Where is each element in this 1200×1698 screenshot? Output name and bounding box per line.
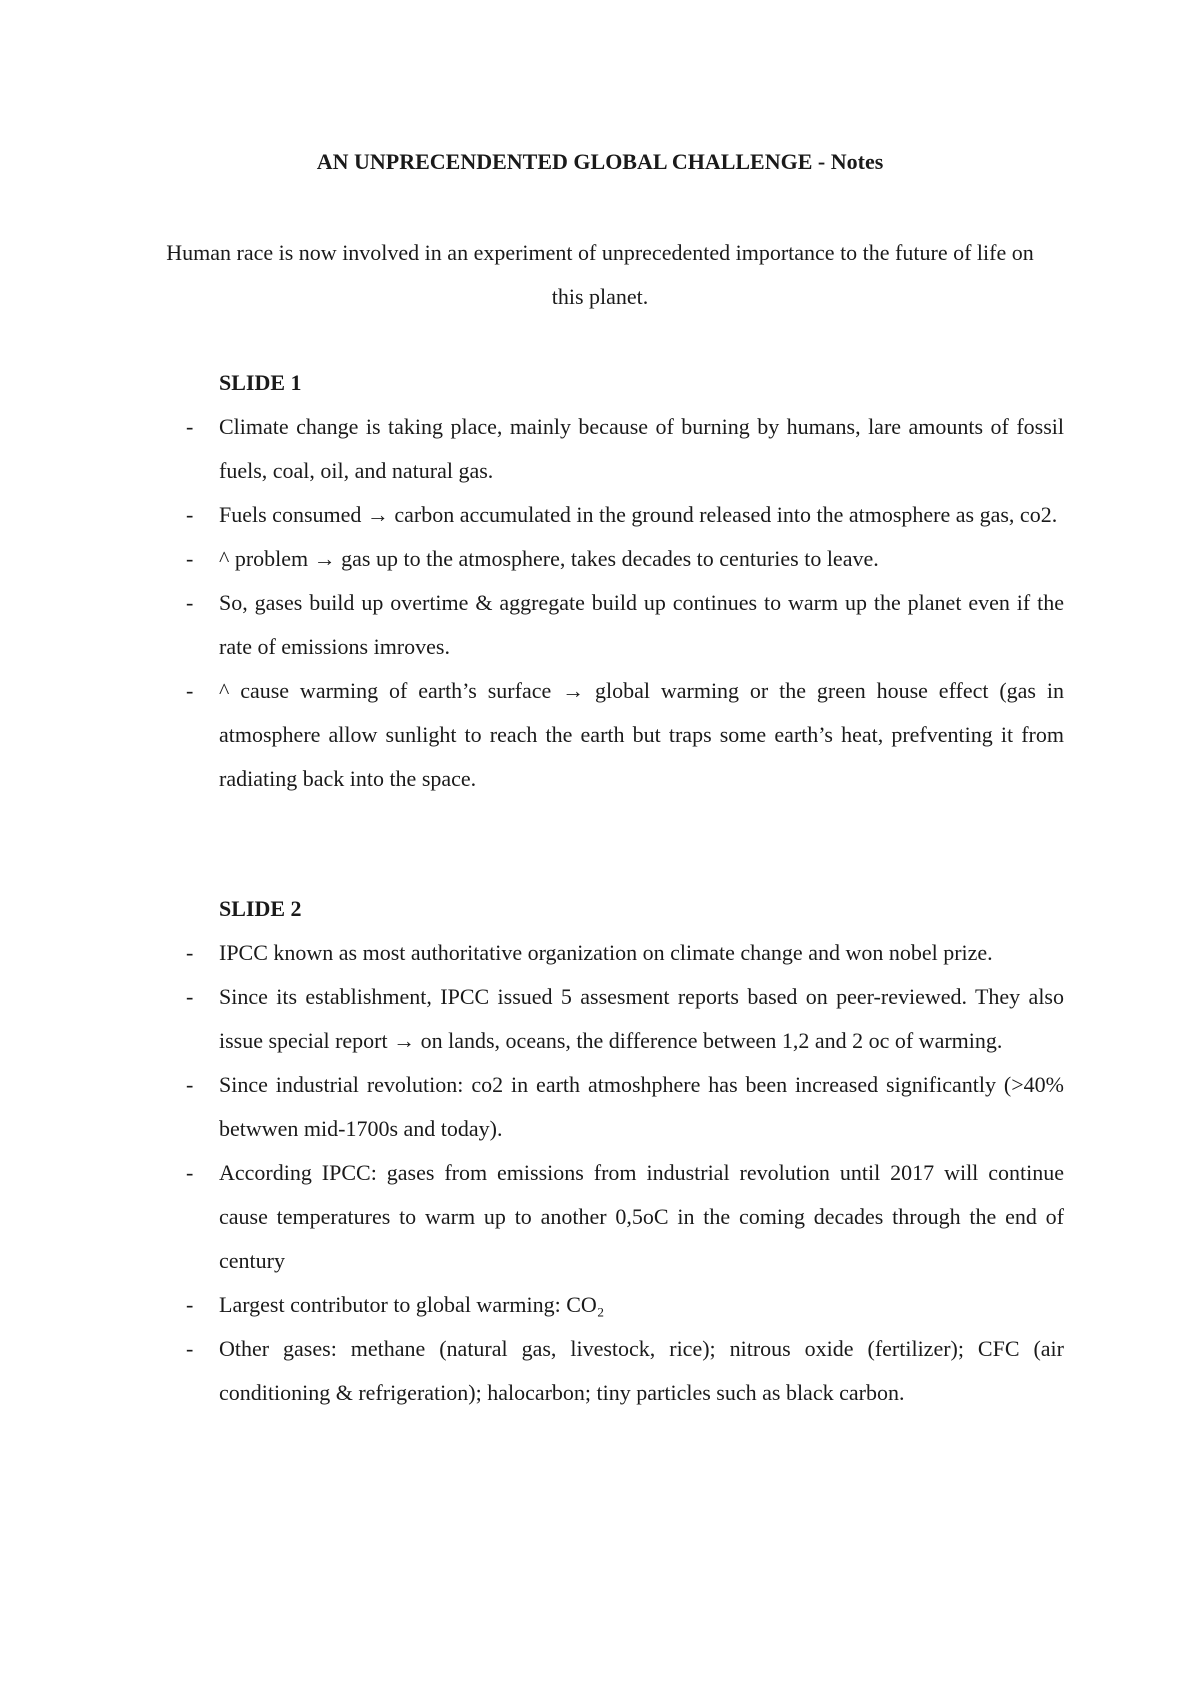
bullet-dash: - [186, 502, 194, 527]
bullet-item [186, 669, 1064, 801]
section-slide-1 [186, 361, 1064, 801]
bullet-item [186, 1327, 1064, 1415]
bullet-dash: - [186, 1292, 194, 1317]
bullet-list [186, 931, 1064, 1415]
bullet-item [186, 581, 1064, 669]
section-slide-2 [186, 887, 1064, 1415]
bullet-list [186, 405, 1064, 801]
bullet-text: Other gases: methane (natural gas, livestock, rice); nitrous oxide (fertilizer); CFC (air conditioning & refrigeration); halocarbon; tiny particles such as black carbon. [219, 1336, 1064, 1405]
section-heading: SLIDE 1 [219, 370, 302, 395]
bullet-text: According IPCC: gases from emissions from industrial revolution until 2017 will continue cause temperatures to warm up to another 0,5oC in the coming decades through the end of century [219, 1160, 1064, 1273]
bullet-text: So, gases build up overtime & aggregate build up continues to warm up the planet even if the rate of emissions imroves. [219, 590, 1064, 659]
bullet-text: Since industrial revolution: co2 in earth atmoshphere has been increased significantly (>40% betwwen mid-1700s and today). [219, 1072, 1064, 1141]
bullet-dash: - [186, 590, 194, 615]
bullet-item [186, 405, 1064, 493]
bullet-item [186, 975, 1064, 1063]
bullet-item [186, 537, 1064, 581]
bullet-text: Since its establishment, IPCC issued 5 assesment reports based on peer-reviewed. They also issue special report → on lands, oceans, the difference between 1,2 and 2 oc of warming. [219, 984, 1064, 1053]
bullet-item [186, 493, 1064, 537]
bullet-text: ^ cause warming of earth’s surface → global warming or the green house effect (gas in atmosphere allow sunlight to reach the earth but traps some earth’s heat, prefventing it from radiating back into the space. [219, 678, 1064, 791]
bullet-dash: - [186, 678, 194, 703]
bullet-dash: - [186, 546, 194, 571]
bullet-dash: - [186, 1072, 194, 1097]
bullet-item [186, 931, 1064, 975]
bullet-text: Largest contributor to global warming: CO₂ [219, 1292, 605, 1317]
document-title: AN UNPRECENDENTED GLOBAL CHALLENGE - Notes [316, 149, 884, 174]
bullet-dash: - [186, 984, 194, 1009]
bullet-text: Climate change is taking place, mainly because of burning by humans, lare amounts of fossil fuels, coal, oil, and natural gas. [219, 414, 1064, 483]
bullet-dash: - [186, 414, 194, 439]
bullet-dash: - [186, 1160, 194, 1185]
bullet-text: Fuels consumed → carbon accumulated in the ground released into the atmosphere as gas, co2. [219, 502, 1058, 527]
section-heading: SLIDE 2 [219, 896, 302, 921]
bullet-item [186, 1063, 1064, 1151]
bullet-item [186, 1283, 1064, 1327]
bullet-text: ^ problem → gas up to the atmosphere, takes decades to centuries to leave. [219, 546, 879, 571]
bullet-text: IPCC known as most authoritative organization on climate change and won nobel prize. [219, 940, 993, 965]
intro-paragraph: Human race is now involved in an experiment of unprecedented importance to the future of life on this planet. [166, 240, 1034, 309]
bullet-dash: - [186, 940, 194, 965]
bullet-dash: - [186, 1336, 194, 1361]
bullet-item [186, 1151, 1064, 1283]
